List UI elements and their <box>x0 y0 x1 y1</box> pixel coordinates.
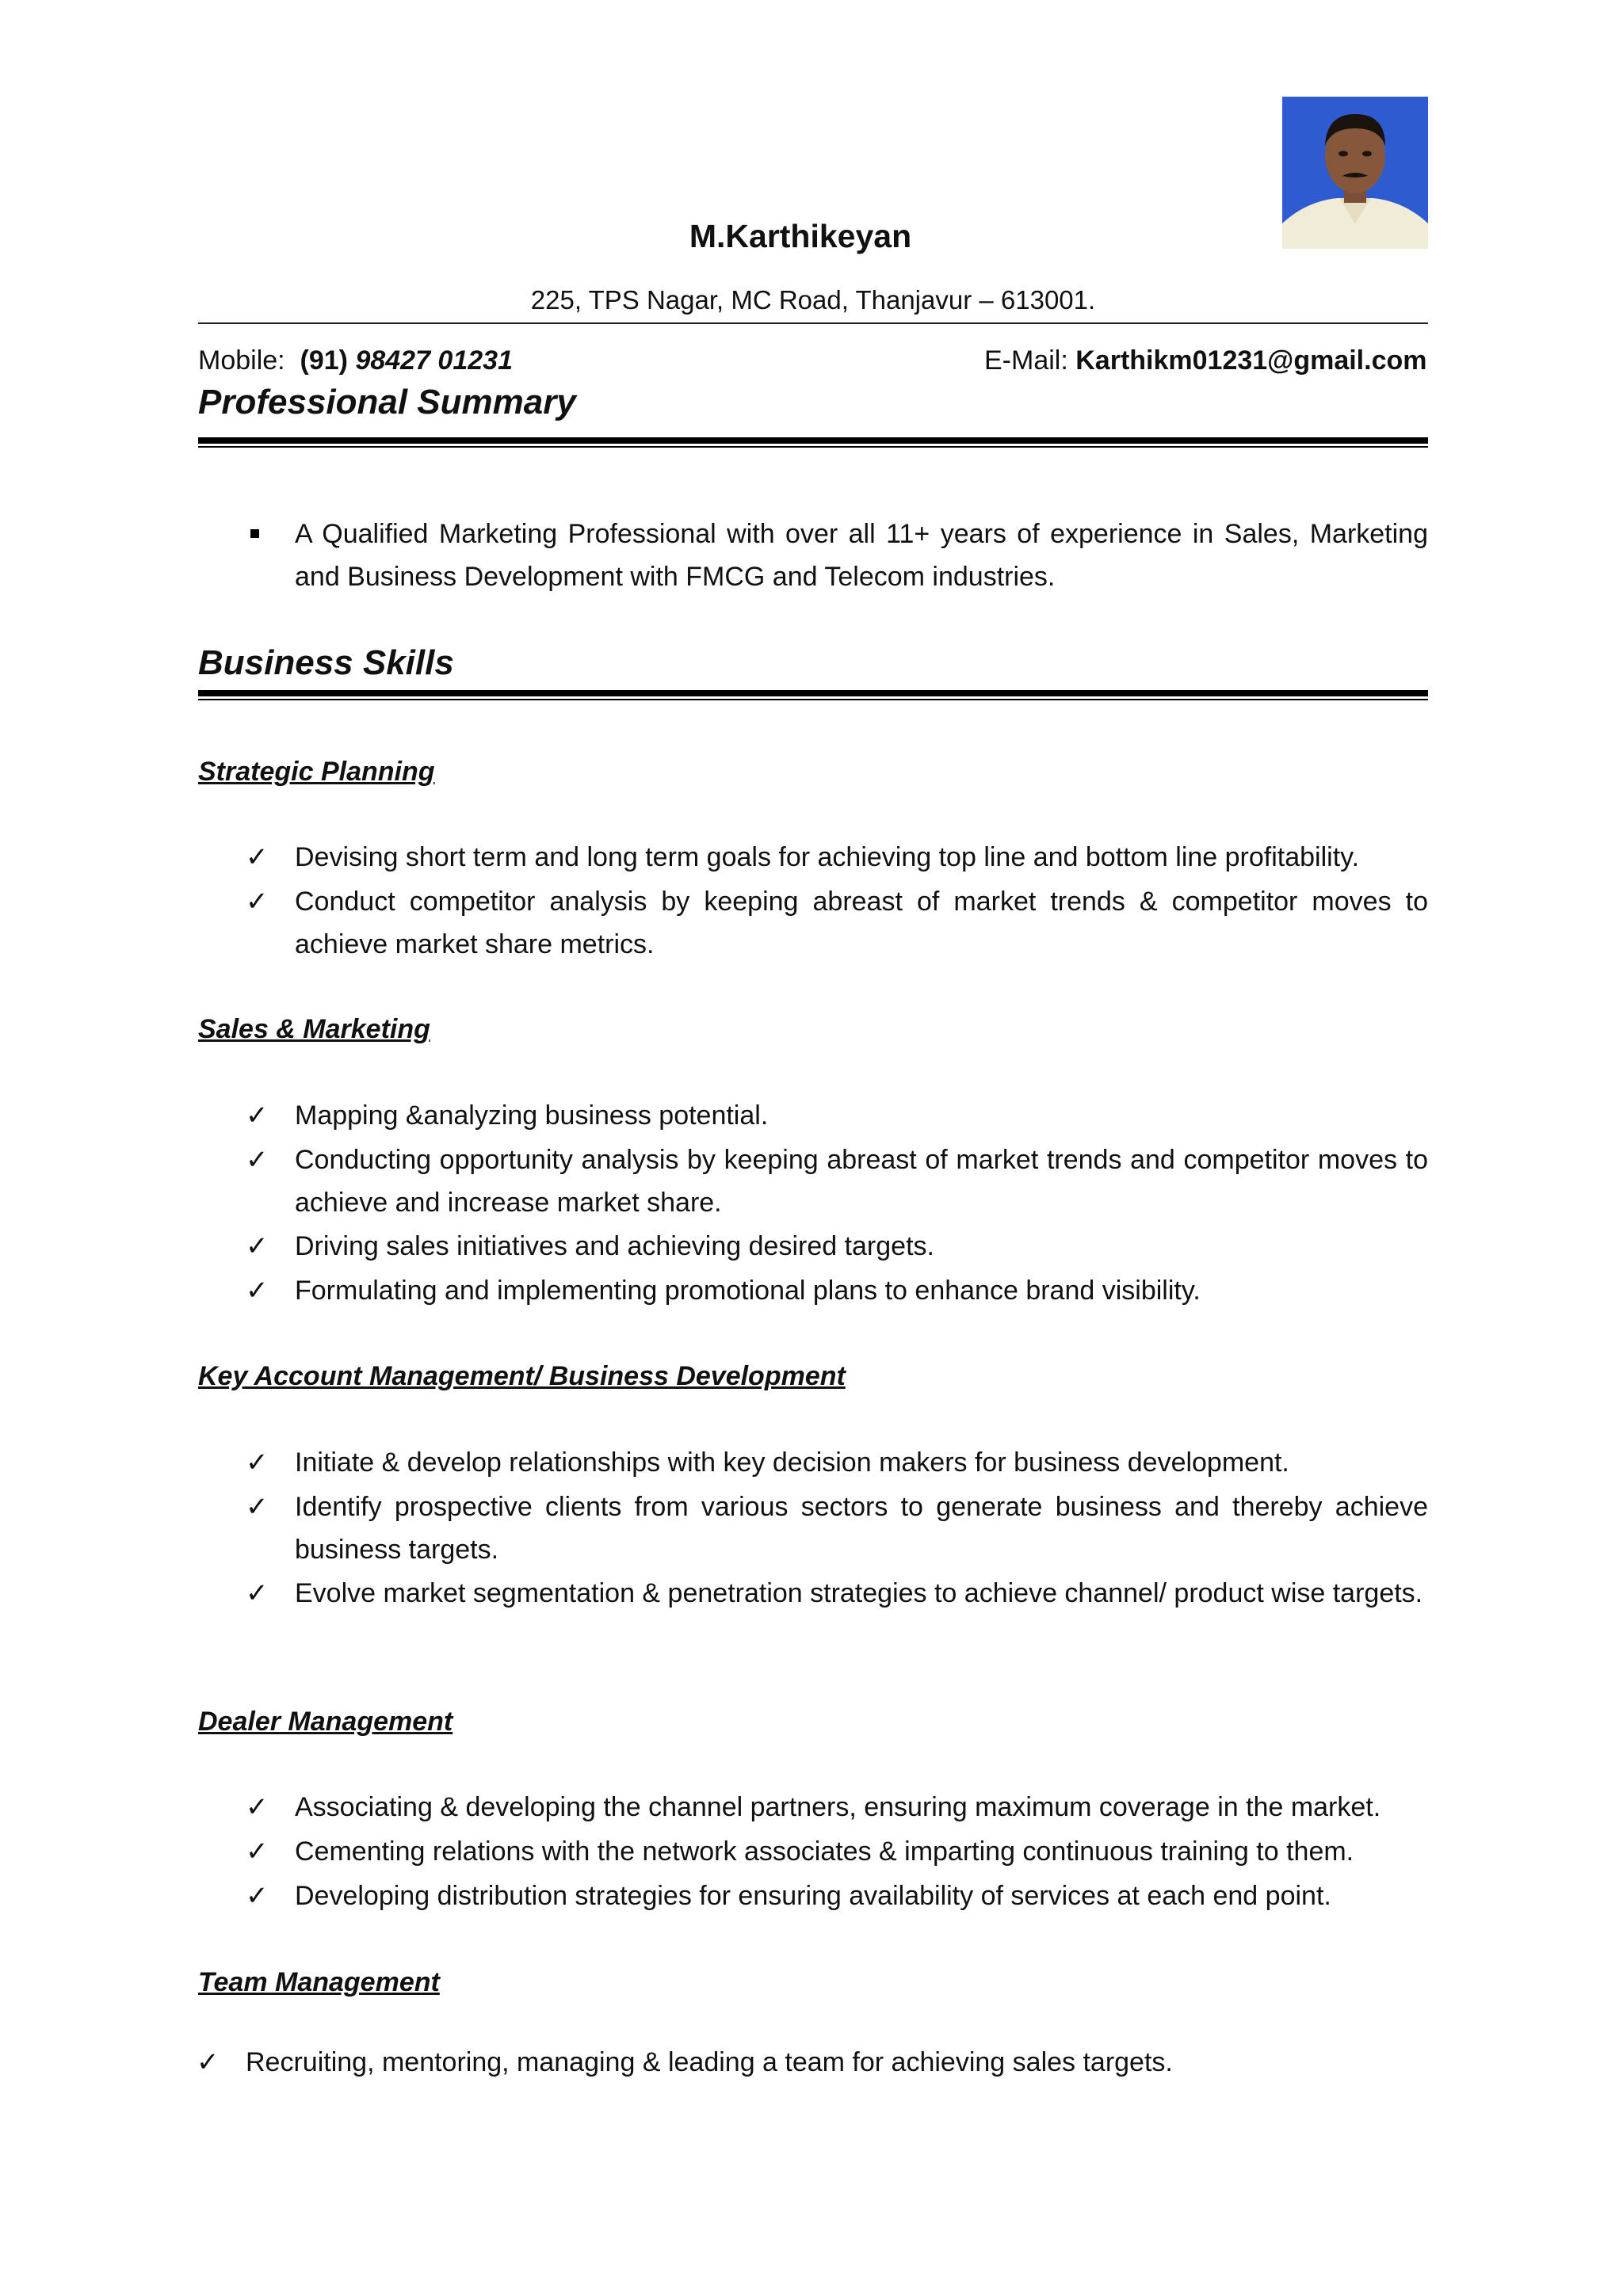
list-item: ✓ Conducting opportunity analysis by keeping abreast of market trends and competitor moves to achieve and increase market share. <box>295 1138 1428 1224</box>
subsection-title-team-management: Team Management <box>198 1967 440 1997</box>
list-item: A Qualified Marketing Professional with over all 11+ years of experience in Sales, Marketing and Business Development with FMCG and Telecom industries. <box>295 513 1428 598</box>
list-item: ✓ Conduct competitor analysis by keeping abreast of market trends & competitor moves to achieve market share metrics. <box>295 880 1428 966</box>
list-item: ✓ Recruiting, mentoring, managing & leading a team for achieving sales targets. <box>246 2041 1428 2084</box>
check-icon: ✓ <box>197 2047 220 2077</box>
check-icon: ✓ <box>246 1231 269 1261</box>
mobile-label: Mobile: <box>198 345 285 376</box>
email-label: E-Mail: <box>984 345 1068 376</box>
header-divider <box>198 322 1428 324</box>
subsection-title-dealer-management: Dealer Management <box>198 1707 453 1737</box>
check-icon: ✓ <box>246 1578 269 1608</box>
candidate-name: M.Karthikeyan <box>689 218 912 254</box>
check-icon: ✓ <box>246 887 269 917</box>
section-divider <box>198 437 1428 447</box>
check-icon: ✓ <box>246 1492 269 1522</box>
list-item: ✓ Driving sales initiatives and achieving desired targets. <box>295 1225 1428 1268</box>
mobile-code: (91) <box>300 345 348 376</box>
square-bullet-icon <box>250 529 259 538</box>
check-icon: ✓ <box>246 1792 269 1822</box>
subsection-title-key-account-management: Key Account Management/ Business Development <box>198 1361 846 1391</box>
candidate-address: 225, TPS Nagar, MC Road, Thanjavur – 613001. <box>530 285 1096 315</box>
subsection-title-strategic-planning: Strategic Planning <box>198 757 435 787</box>
check-icon: ✓ <box>246 1836 269 1867</box>
list-item: ✓ Cementing relations with the network associates & imparting continuous training to them. <box>295 1830 1428 1873</box>
section-divider <box>198 690 1428 700</box>
check-icon: ✓ <box>246 1100 269 1131</box>
check-icon: ✓ <box>246 842 269 872</box>
email-line <box>984 342 1426 379</box>
email-value: Karthikm01231@gmail.com <box>1075 345 1427 376</box>
check-icon: ✓ <box>246 1276 269 1306</box>
list-item: ✓ Developing distribution strategies for ensuring availability of services at each end point. <box>295 1875 1428 1917</box>
check-icon: ✓ <box>246 1145 269 1175</box>
list-item: ✓ Formulating and implementing promotional plans to enhance brand visibility. <box>295 1269 1428 1312</box>
list-item: ✓ Devising short term and long term goals for achieving top line and bottom line profitability. <box>295 836 1428 879</box>
section-title-professional-summary: Professional Summary <box>198 383 576 421</box>
check-icon: ✓ <box>246 1881 269 1911</box>
mobile-line <box>198 342 513 379</box>
mobile-number: 98427 01231 <box>355 345 513 376</box>
list-item: ✓ Evolve market segmentation & penetration strategies to achieve channel/ product wise targets. <box>295 1572 1428 1615</box>
section-title-business-skills: Business Skills <box>198 643 454 682</box>
subsection-title-sales-marketing: Sales & Marketing <box>198 1014 430 1044</box>
check-icon: ✓ <box>246 1447 269 1478</box>
list-item: ✓ Mapping &analyzing business potential. <box>295 1094 1428 1137</box>
list-item: ✓ Associating & developing the channel partners, ensuring maximum coverage in the market. <box>295 1786 1428 1829</box>
list-item: ✓ Initiate & develop relationships with key decision makers for business development. <box>295 1441 1428 1484</box>
list-item: ✓ Identify prospective clients from various sectors to generate business and thereby achieve business targets. <box>295 1486 1428 1571</box>
